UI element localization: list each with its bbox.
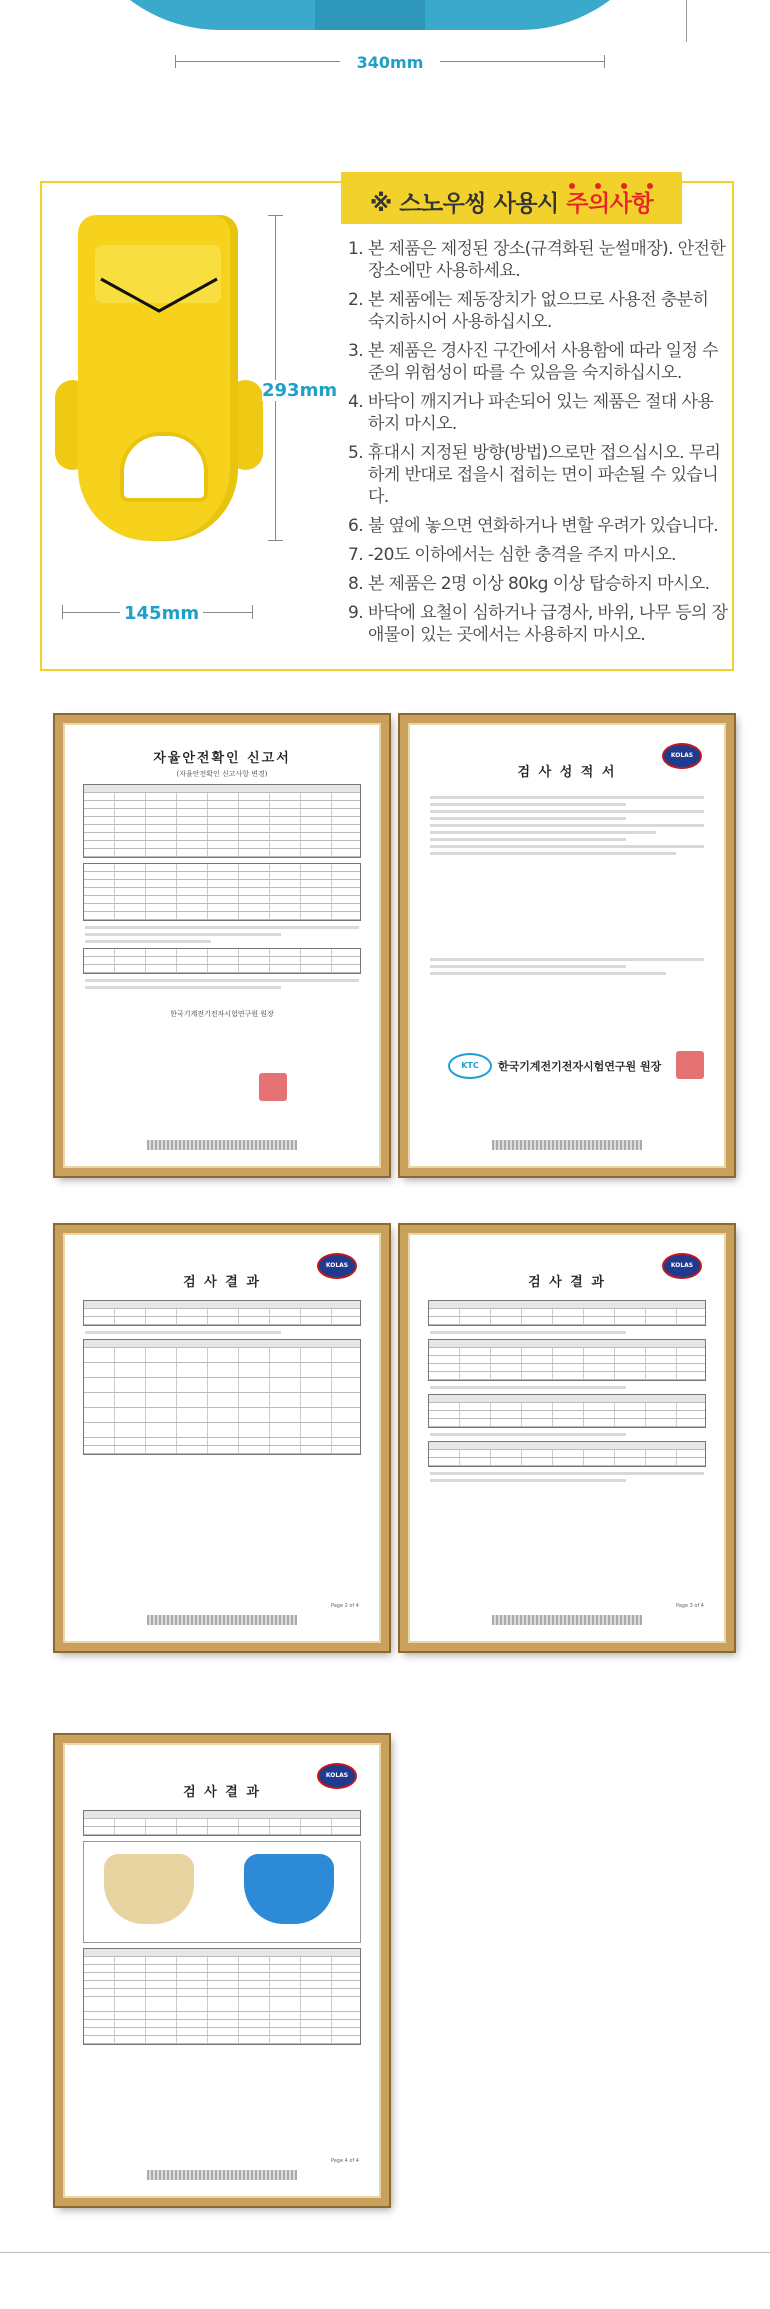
caution-item: 3. 본 제품은 경사진 구간에서 사용함에 따라 일정 수준의 위험성이 따를 수 있음을 숙지하십시오. [348,341,718,383]
official-seal [259,1073,287,1101]
caution-title-prefix: ※ 스노우씽 사용시 [369,191,567,217]
barcode [147,2170,297,2180]
top-width-label: 340mm [340,53,440,72]
caution-item: 7. -20도 이하에서는 심한 충격을 주지 마시오. [348,545,676,565]
doc-table [428,1394,706,1428]
kolas-logo: KOLAS [317,1763,357,1789]
doc-title: 검 사 결 과 [183,1785,261,1800]
official-seal [676,1051,704,1079]
kolas-logo: KOLAS [317,1253,357,1279]
kolas-logo: KOLAS [662,1253,702,1279]
dimension-tick [175,55,176,68]
caution-title [341,185,682,218]
divider [0,2252,770,2253]
dimension-tick [268,540,283,541]
doc-table [83,948,361,974]
barcode [147,1140,297,1150]
product-photo-back [244,1854,334,1924]
doc-table [428,1339,706,1381]
doc-issuer: 한국기계전기전자시험연구원 원장 [170,1010,274,1018]
certificate-frame-2 [400,715,734,1176]
rope-icon [99,275,219,315]
certificate-frame-3 [55,1225,389,1651]
dimension-tick [268,215,283,216]
caution-item: 6. 불 옆에 놓으면 연화하거나 변할 우려가 있습니다. [348,516,718,536]
caution-item: 5. 휴대시 지정된 방향(방법)으로만 접으십시오. 무리하게 반대로 접을시 접히는 면이 파손될 수 있습니다. [348,443,721,507]
certificate-frame-5 [55,1735,389,2206]
sled-handle-hole [120,432,208,502]
doc-table [428,1300,706,1326]
barcode [492,1615,642,1625]
ktc-logo: KTC [448,1053,492,1079]
product-photo-box [83,1841,361,1943]
doc-table [428,1441,706,1467]
doc-table [83,1810,361,1836]
barcode [147,1615,297,1625]
sled-top-view-image [70,0,670,30]
caution-item: 9. 바닥에 요철이 심하거나 급경사, 바위, 나무 등의 장애물이 있는 곳에서는 사용하지 마시오. [348,603,728,645]
certificate-frame-4 [400,1225,734,1651]
caution-list [348,238,728,653]
doc-title: 검 사 성 적 서 [517,765,617,780]
doc-title: 자율안전확인 신고서 [153,751,291,766]
doc-issuer: 한국기계전기전자시험연구원 원장 [498,1060,662,1073]
height-dimension-line [275,215,276,540]
doc-table [83,784,361,858]
page-number: Page 4 of 4 [330,2158,359,2164]
page-number: Page 2 of 4 [330,1603,359,1609]
doc-table [83,1948,361,2045]
caution-item: 2. 본 제품에는 제동장치가 없으므로 사용전 충분히 숙지하시어 사용하십시오. [348,290,709,332]
page-number: Page 3 of 4 [675,1603,704,1609]
dimension-line [686,0,687,42]
width-dimension-label: 145mm [120,603,203,624]
dimension-tick [252,605,253,619]
doc-title: 검 사 결 과 [528,1275,606,1290]
kolas-logo: KOLAS [662,743,702,769]
dimension-tick [62,605,63,619]
doc-table [83,1339,361,1455]
dimension-tick [604,55,605,68]
height-dimension-label: 293mm [262,380,338,401]
caution-title-highlight: 주의사항 [566,191,653,217]
certificate-frame-1 [55,715,389,1176]
barcode [492,1140,642,1150]
doc-title: 검 사 결 과 [183,1275,261,1290]
caution-item: 8. 본 제품은 2명 이상 80kg 이상 탑승하지 마시오. [348,574,710,594]
doc-table [83,863,361,921]
doc-table [83,1300,361,1326]
caution-item: 4. 바닥이 깨지거나 파손되어 있는 제품은 절대 사용하지 마시오. [348,392,714,434]
doc-subtitle: (자율안전확인 신고사항 변경) [176,770,268,778]
product-photo-front [104,1854,194,1924]
caution-item: 1. 본 제품은 제정된 장소(규격화된 눈썰매장). 안전한 장소에만 사용하세요. [348,239,726,281]
